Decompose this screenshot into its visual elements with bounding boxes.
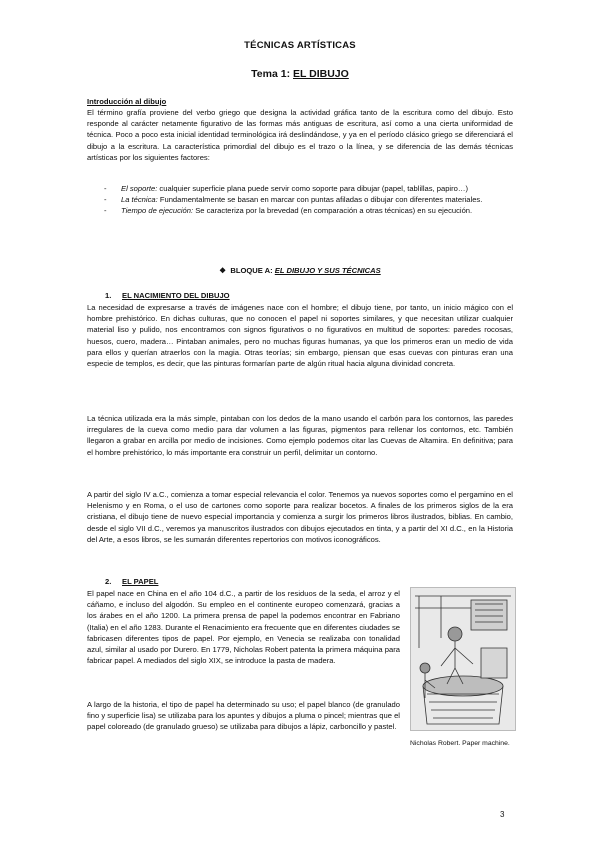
intro-text: El término grafía proviene del verbo griego que designa la actividad gráfica tanto de la escritura como del dibujo. Esto responde al carácter netamente figurativo de las formas más antiguas de escritura, así como a una cierta uniformidad de técnica. Poco a poco esta inicial identidad terminológica irá deslindándose, y ya en el período clásico griego se diferenciará el dibujo a la escritura. La característica primordial del dibujo es el trazo o la línea, y se diferencia de las demás técnicas artísticas por los siguientes factores:	[87, 108, 513, 162]
factor-item	[104, 183, 514, 194]
section-number: 2.	[105, 577, 112, 586]
diamond-bullet-icon: ❖	[219, 266, 227, 275]
bloque-prefix: BLOQUE A:	[230, 266, 275, 275]
section-number: 1.	[105, 291, 112, 300]
list-dash: -	[104, 206, 107, 216]
figure-caption: Nicholas Robert. Paper machine.	[410, 740, 510, 747]
paragraph: A largo de la historia, el tipo de papel ha determinado su uso; el papel blanco (de granulado fino y superficie lisa) se utilizaba para los apuntes y dibujos a pluma o pincel; mientras que el papel coloreado (de granulado grueso) se utilizaba para dibujos a lápiz, carboncillo y pastel.	[87, 700, 400, 732]
paragraph: La necesidad de expresarse a través de imágenes nace con el hombre; el dibujo tiene, por tanto, un inicio mágico con el hombre prehistórico. En dichas culturas, que no conocen el papel ni soportes similares, y que necesitan utilizar cualquier material liso y pulido, nos encontramos con signos figurativos o no figurativos en multitud de soportes: paredes rocosas, huesos, cuero, madera… Pintaban animales, pero no muchas figuras humanas, ya que los primeros eran un medio de vida para ellos y querían atraerlos con la magia. Otras teorías; sin embargo, piensan que esas cuevas con pinturas eran una especie de templos, es decir, que las pinturas formarían parte de algún ritual hacia alguna divinidad concreta.	[87, 303, 513, 369]
factor-item	[104, 205, 514, 216]
section-1-body	[87, 302, 513, 369]
bloque-title: EL DIBUJO Y SUS TÉCNICAS	[274, 266, 381, 275]
section-2-body	[87, 588, 400, 666]
factor-text: Fundamentalmente se basan en marcar con puntas afiladas o dibujar con diferentes materiales.	[157, 195, 483, 205]
intro-heading: Introducción al dibujo	[87, 97, 167, 106]
factor-term: Tiempo de ejecución:	[121, 206, 194, 216]
section-title: EL PAPEL	[122, 577, 159, 586]
section-1-body	[87, 413, 513, 458]
bloque-heading	[0, 266, 600, 275]
intro-paragraph	[87, 107, 513, 163]
paragraph: La técnica utilizada era la más simple, pintaban con los dedos de la mano usando el carbón para los contornos, las paredes irregulares de la cueva como medio para dar volumen a las figuras, pigmentos para rellenar los contornos, etc. También llegaron a grabar en arcilla por medio de incisiones. Como ejemplo podemos citar las Cuevas de Altamira. En definitiva; para el hombre prehistórico, lo más importante era construir un perfil, delimitar un contorno.	[87, 414, 513, 457]
paragraph: A partir del siglo IV a.C., comienza a tomar especial relevancia el color. Tenemos ya nuevos soportes como el pergamino en el Helenismo y en Roma, o el uso de cartones como soporte para realizar bocetos. A finales de los primeros siglos de la era cristiana, el dibujo tiene de nuevo especial importancia y comienza a surgir los primeros libros ilustrados, biblias. En cambio, desde el siglo VII d.C., veremos ya manuscritos ilustrados con dibujos ejecutados en tinta, y a partir del XI d.C., en la Historia del Arte, a esos libros, se les sumarán diferentes repertorios con motivos iconográficos.	[87, 490, 513, 544]
factor-term: El soporte:	[121, 184, 158, 193]
section-1-body	[87, 489, 513, 545]
chapter-title	[0, 68, 600, 80]
chapter-prefix: Tema 1:	[251, 68, 293, 80]
list-dash: -	[104, 195, 107, 205]
factor-text: cualquier superficie plana puede servir como soporte para dibujar (papel, tablillas, papiro…)	[157, 184, 468, 193]
factor-item	[104, 194, 514, 205]
document-title: TÉCNICAS ARTÍSTICAS	[244, 40, 356, 51]
section-2-body	[87, 699, 400, 733]
factor-text: Se caracteriza por la brevedad (en comparación a otras técnicas) en su ejecución.	[193, 206, 473, 216]
chapter-name: EL DIBUJO	[293, 68, 349, 80]
list-dash: -	[104, 184, 107, 193]
section-title: EL NACIMIENTO DEL DIBUJO	[122, 291, 230, 300]
section-heading	[105, 291, 230, 300]
page-number: 3	[500, 810, 505, 819]
woodcut-image	[411, 588, 515, 730]
section-heading	[105, 577, 158, 586]
factor-term: La técnica:	[121, 195, 158, 205]
factors-list	[104, 183, 514, 217]
paper-machine-illustration	[410, 587, 516, 731]
paragraph: El papel nace en China en el año 104 d.C., a partir de los residuos de la seda, el arroz y el cáñamo, e incluso del algodón. Su empleo en el continente europeo comenzará, gracias a los árabes en el año 1200. La primera prensa de papel la podemos encontrar en Fabriano (Italia) en el año 1283. Durante el Renacimiento era frecuente que en diferentes ciudades se fabricasen diferentes tipos de papel. Por ejemplo, en Venecia se realizaba con tonalidad azul, similar al usado por Durero. En 1779, Nicholas Robert patenta la primera máquina para fabricar papel. A mediados del siglo XIX, se introduce la pasta de madera.	[87, 589, 400, 666]
